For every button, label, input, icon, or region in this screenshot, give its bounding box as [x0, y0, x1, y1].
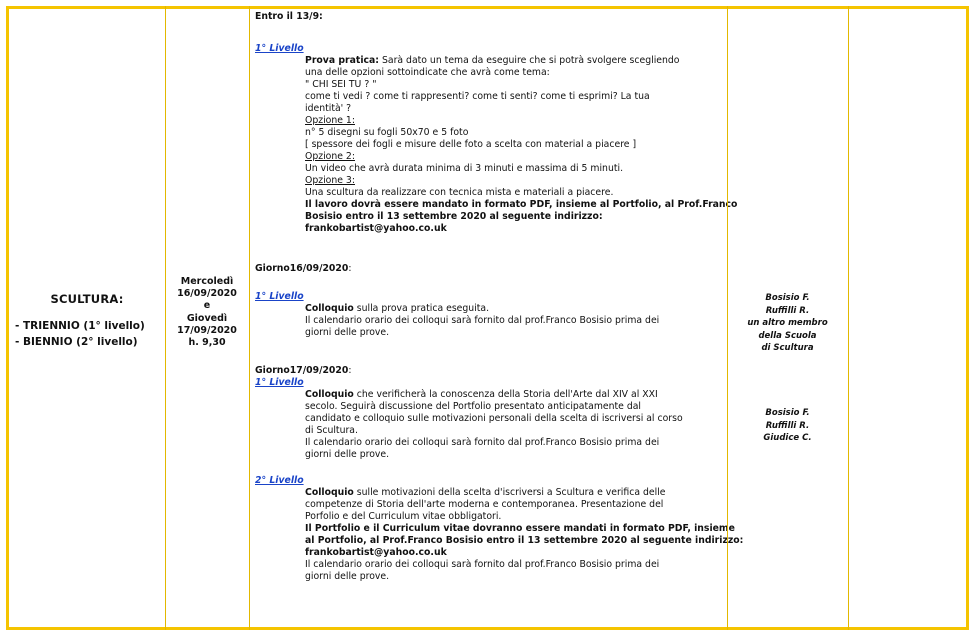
commission-group-2 — [727, 407, 848, 445]
column-divider — [165, 6, 166, 630]
commission-member: un altro membro — [747, 318, 828, 328]
interview-line: Colloquio sulle motivazioni della scelta d'iscriversi a Scultura e verifica delle — [305, 487, 666, 498]
text-line: Il calendario orario dei colloqui sarà fornito dal prof.Franco Bosisio prima dei — [305, 559, 660, 570]
level-link-1[interactable]: 1° Livello — [255, 43, 304, 54]
commission-member: di Scultura — [761, 343, 814, 353]
text-line: Il calendario orario dei colloqui sarà fornito dal prof.Franco Bosisio prima dei — [305, 437, 660, 448]
text-line: di Scultura. — [305, 425, 358, 436]
option-2-label: Opzione 2: — [305, 151, 355, 162]
text-line: una delle opzioni sottoindicate che avrà come tema: — [305, 67, 550, 78]
date-line: 17/09/2020 — [177, 324, 237, 336]
text-line: competenze di Storia dell'arte moderna e contemporanea. Presentazione del — [305, 499, 664, 510]
cell-dates — [165, 6, 249, 630]
email-address: frankobartist@yahoo.co.uk — [305, 223, 447, 234]
column-divider — [848, 6, 849, 630]
text-line: Il calendario orario dei colloqui sarà fornito dal prof.Franco Bosisio prima dei — [305, 315, 660, 326]
text-line: [ spessore dei fogli e misure delle foto a scelta con material a piacere ] — [305, 139, 637, 150]
option-3-label: Opzione 3: — [305, 175, 355, 186]
text-line: secolo. Seguirà discussione del Portfolio presentato anticipatamente dal — [305, 401, 642, 412]
text-line: giorni delle prove. — [305, 571, 390, 582]
commission-member: Bosisio F. — [765, 293, 810, 303]
text-line: n° 5 disegni su fogli 50x70 e 5 foto — [305, 127, 469, 138]
level-link-1[interactable]: 1° Livello — [255, 377, 304, 388]
submission-note: Il Portfolio e il Curriculum vitae dovranno essere mandati in formato PDF, insieme — [305, 523, 735, 534]
submission-note: Bosisio entro il 13 settembre 2020 al seguente indirizzo: — [305, 211, 603, 222]
date-line: e — [203, 300, 211, 312]
submission-note: Il lavoro dovrà essere mandato in formato PDF, insieme al Portfolio, al Prof.Franco — [305, 199, 738, 210]
option-1-label: Opzione 1: — [305, 115, 355, 126]
commission-member: Giudice C. — [763, 433, 812, 443]
deadline-heading: Entro il 13/9: — [255, 11, 323, 22]
text-line: candidato e colloquio sulle motivazioni personali della scelta di iscriversi al corso — [305, 413, 683, 424]
date-line: Mercoledì — [180, 276, 234, 287]
text-line: Una scultura da realizzare con tecnica mista e materiali a piacere. — [305, 187, 614, 198]
text-line: identità' ? — [305, 103, 352, 114]
day-heading-17: Giorno17/09/2020: — [255, 365, 352, 376]
cell-notes — [848, 6, 969, 630]
text-line: " CHI SEI TU ? " — [305, 79, 377, 90]
column-divider — [249, 6, 250, 630]
commission-member: della Scuola — [758, 330, 817, 341]
subject-title: SCULTURA: — [50, 292, 124, 306]
date-line: 16/09/2020 — [177, 288, 237, 300]
text-line: Un video che avrà durata minima di 3 minuti e massima di 5 minuti. — [305, 163, 624, 174]
commission-member: Ruffilli R. — [765, 420, 810, 431]
cell-description — [249, 6, 744, 630]
interview-line: Colloquio che verificherà la conoscenza della Storia dell'Arte dal XIV al XXI — [305, 389, 658, 400]
submission-note: al Portfolio, al Prof.Franco Bosisio entro il 13 settembre 2020 al seguente indirizzo: — [305, 535, 744, 546]
cell-subject — [6, 6, 165, 630]
email-address: frankobartist@yahoo.co.uk — [305, 547, 447, 558]
text-line: come ti vedi ? come ti rappresenti? come ti senti? come ti esprimi? La tua — [305, 91, 650, 102]
text-line: giorni delle prove. — [305, 449, 390, 460]
level-link-2[interactable]: 2° Livello — [255, 475, 304, 486]
interview-line: Colloquio sulla prova pratica eseguita. — [305, 303, 490, 314]
time-line: h. 9,30 — [188, 337, 226, 349]
day-heading-16: Giorno16/09/2020: — [255, 263, 352, 274]
commission-member: Bosisio F. — [765, 408, 810, 418]
level-item-triennio: - TRIENNIO (1° livello) — [15, 320, 145, 332]
text-line: Porfolio e del Curriculum vitae obbligatori. — [305, 511, 502, 522]
text-line: giorni delle prove. — [305, 327, 390, 338]
cell-commission — [727, 6, 848, 630]
level-item-biennio: - BIENNIO (2° livello) — [15, 336, 138, 348]
commission-member: Ruffilli R. — [765, 305, 810, 316]
column-divider — [727, 6, 728, 630]
practical-test-line: Prova pratica: Sarà dato un tema da eseguire che si potrà svolgere scegliendo — [305, 55, 680, 66]
level-link-1[interactable]: 1° Livello — [255, 291, 304, 302]
date-line: Giovedì — [186, 312, 228, 324]
commission-group-1 — [727, 292, 848, 355]
